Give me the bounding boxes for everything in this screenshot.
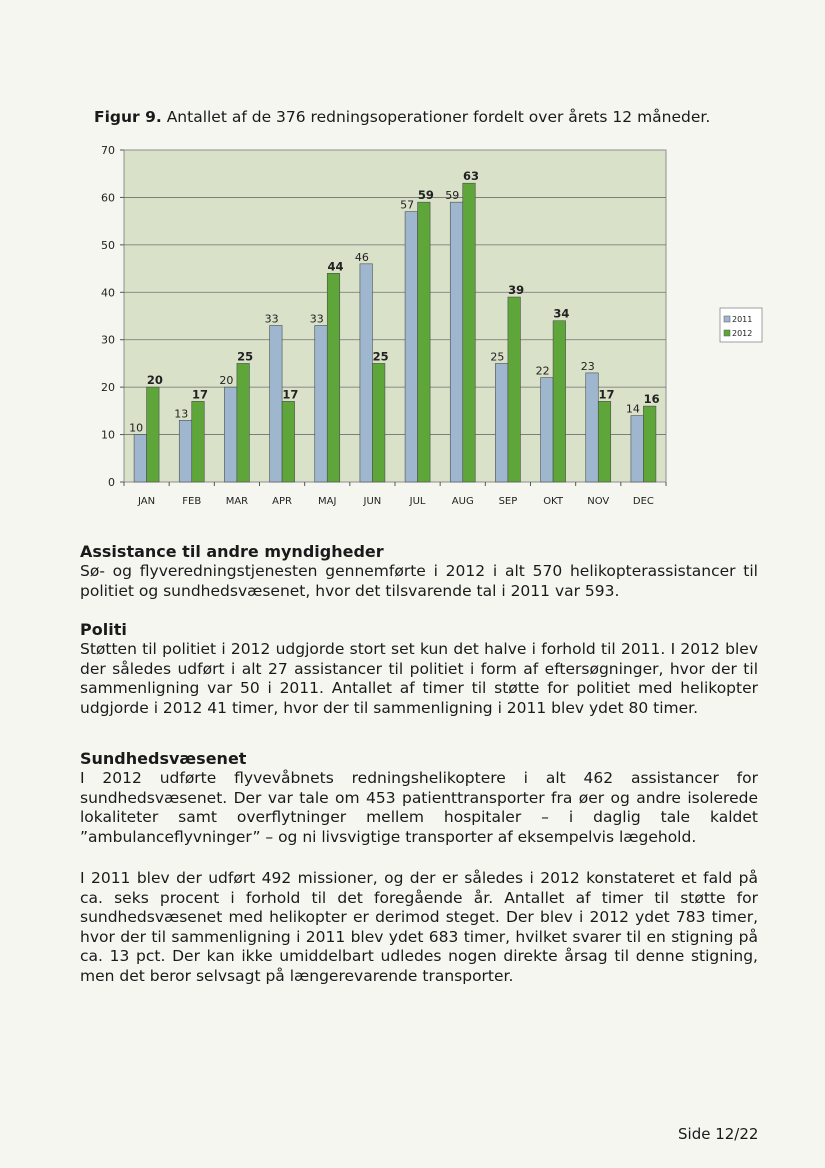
section-paragraph: Sø- og flyveredningstjenesten gennemførte i 2012 i alt 570 helikopterassistancer til politiet og sundhedsvæsenet, hvor det tilsvarende tal i 2011 var 593.: [80, 562, 758, 600]
y-tick-label: 30: [101, 333, 115, 347]
y-tick-label: 10: [101, 428, 115, 442]
bar-2012: [553, 321, 566, 482]
legend-swatch: [724, 316, 730, 322]
legend-label: 2011: [732, 315, 753, 324]
y-tick-label: 50: [101, 238, 115, 252]
x-tick-label: JAN: [138, 496, 156, 507]
data-label-2011: 33: [264, 312, 279, 326]
y-tick-label: 70: [101, 144, 115, 157]
section-heading: Politi: [80, 620, 127, 639]
x-tick-label: APR: [272, 496, 292, 507]
x-tick-label: JUL: [409, 496, 426, 507]
data-label-2011: 14: [625, 402, 640, 416]
bar-2011: [224, 387, 237, 482]
section-politi: [80, 619, 758, 718]
data-label-2012: 16: [643, 392, 660, 407]
bar-2012: [237, 363, 250, 482]
data-label-2011: 33: [309, 312, 324, 326]
x-tick-label: DEC: [632, 496, 654, 507]
y-tick-label: 0: [108, 476, 115, 489]
figure-label: Figur 9.: [94, 108, 162, 126]
section-heading: Assistance til andre myndigheder: [80, 542, 384, 561]
section-paragraph: I 2012 udførte flyvevåbnets redningshelikoptere i alt 462 assistancer for sundhedsvæsenet. Der var tale om 453 patienttransporter fra øer og andre isolerede lokaliteter samt overflytninger mellem hospitaler – i daglig tale kaldet ”ambulanceflyvninger” – og ni livsvigtige transporter af eksempelvis lægehold.: [80, 769, 758, 846]
section-sundhed: [80, 748, 758, 986]
section-paragraph: Støtten til politiet i 2012 udgjorde stort set kun det halve i forhold til 2011. I 2012 blev der således udført i alt 27 assistancer til politiet i form af eftersøgninger, hvor der til sammenligning var 50 i 2011. Antallet af timer til støtte for politiet med helikopter udgjorde i 2012 41 timer, hvor der til sammenligning i 2011 blev ydet 80 timer.: [80, 640, 758, 717]
bar-2011: [586, 373, 599, 482]
x-tick-label: NOV: [587, 496, 610, 507]
bar-2011: [315, 325, 328, 482]
data-label-2012: 25: [237, 349, 254, 364]
bar-2012: [282, 401, 295, 482]
data-label-2012: 34: [553, 306, 570, 321]
bar-2011: [495, 363, 508, 482]
data-label-2011: 10: [129, 421, 144, 435]
section-heading: Sundhedsvæsenet: [80, 749, 247, 768]
y-tick-label: 20: [101, 381, 115, 395]
data-label-2011: 59: [445, 189, 460, 203]
x-tick-label: MAJ: [318, 496, 337, 507]
bar-2012: [418, 202, 431, 482]
y-tick-label: 60: [101, 191, 115, 205]
bar-2011: [450, 202, 463, 482]
bar-2012: [372, 363, 385, 482]
bar-2012: [508, 297, 520, 482]
data-label-2012: 25: [372, 349, 389, 364]
section-paragraph: I 2011 blev der udført 492 missioner, og der er således i 2012 konstateret et fald på ca. seks procent i forhold til det foregående år. Antallet af timer til støtte for sundhedsvæsenet med helikopter er derimod steget. Der blev i 2012 ydet 783 timer, hvor der til sammenligning i 2011 blev ydet 683 timer, hvilket svarer til en stigning på ca. 13 pct. Der kan ikke umiddelbart udledes nogen direkte årsag til denne stigning, men det beror selvsagt på længerevarende transporter.: [80, 869, 758, 985]
x-tick-label: SEP: [498, 496, 518, 507]
data-label-2011: 25: [490, 350, 505, 364]
data-label-2012: 17: [191, 387, 209, 402]
x-tick-label: FEB: [182, 496, 202, 507]
plot-area: [124, 150, 666, 482]
data-label-2012: 59: [417, 188, 434, 203]
data-label-2011: 22: [535, 364, 550, 378]
x-tick-label: JUN: [363, 496, 382, 507]
data-label-2011: 23: [580, 359, 595, 373]
bar-2011: [179, 420, 192, 482]
bar-2011: [631, 416, 644, 482]
data-label-2011: 46: [354, 250, 369, 264]
bar-2012: [643, 406, 656, 482]
x-tick-label: OKT: [543, 496, 563, 507]
legend-swatch: [724, 330, 730, 336]
x-tick-label: AUG: [451, 496, 474, 507]
section-assistance: [80, 541, 758, 601]
data-label-2011: 20: [219, 374, 234, 388]
data-label-2012: 20: [146, 373, 163, 388]
bar-2012: [327, 273, 340, 482]
bar-2012: [192, 401, 205, 482]
bar-2012: [598, 401, 611, 482]
x-tick-label: MAR: [225, 496, 249, 507]
bar-2011: [270, 325, 283, 482]
bar-2012: [463, 183, 476, 482]
data-label-2011: 13: [174, 407, 189, 421]
data-label-2012: 63: [462, 169, 480, 184]
bar-2011: [541, 378, 554, 482]
legend-label: 2012: [732, 329, 753, 338]
figure-caption-text: Antallet af de 376 redningsoperationer fordelt over årets 12 måneder.: [166, 108, 711, 126]
data-label-2011: 57: [400, 198, 415, 212]
data-label-2012: 39: [508, 283, 525, 298]
bar-2011: [360, 264, 373, 482]
data-label-2012: 17: [598, 387, 615, 402]
y-tick-label: 40: [101, 286, 115, 300]
data-label-2012: 44: [327, 259, 344, 274]
bar-2012: [147, 387, 160, 482]
bar-2011: [134, 435, 147, 482]
bar-chart: [0, 0, 825, 520]
page-number: Side 12/22: [678, 1125, 759, 1143]
data-label-2012: 17: [282, 387, 299, 402]
bar-2011: [405, 212, 418, 482]
